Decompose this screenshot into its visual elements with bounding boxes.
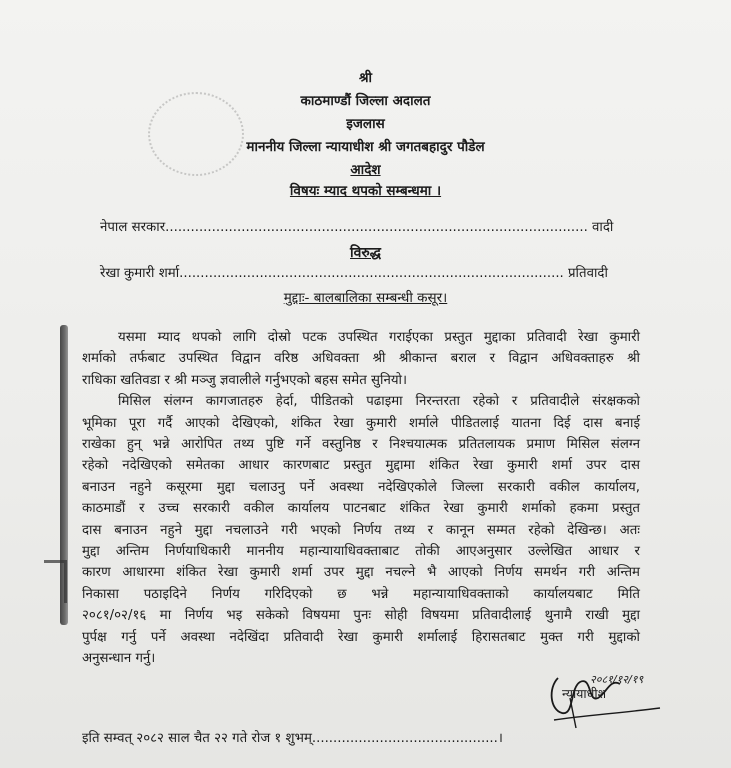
- subject-text: विषयः म्याद थपको सम्बन्धमा ।: [289, 183, 442, 199]
- signature-title: न्यायाधीश: [562, 686, 607, 701]
- para-2-line-3: राखेका हुन् भन्ने आरोपित तथ्य पुष्टि गर्ने वस्तुनिष्ठ र निश्चयात्मक प्रतितलायक प्रमाण मिसिल संलग्न: [82, 437, 640, 453]
- plaintiff-line: नेपाल सरकार.................................................................................................... वादी: [100, 220, 614, 235]
- para-1-line-3: राधिका खतिवडा र श्री मञ्जु ज्ञवालीले गर्नुभएको बहस समेत सुनियो।: [82, 372, 408, 388]
- case-line: [0, 290, 731, 306]
- para-2-line-6: काठमाडौं र उच्च सरकारी वकील कार्यालय पाटनबाट शंकित रेखा कुमारी शर्माको हकमा प्रस्तुत: [82, 501, 640, 517]
- judge-signature: [540, 658, 690, 738]
- para-2-line-4: रहेको नदेखिएको समेतका आधार कारणबाट प्रस्तुत मुद्दामा शंकित रेखा कुमारी शर्मा उपर दास: [82, 458, 640, 474]
- date-line: इति सम्वत् २०८२ साल चैत २२ गते रोज १ शुभम्............................................।: [82, 731, 503, 746]
- para-2-line-1: मिसिल संलग्न कागजातहरु हेर्दा, पीडितको पढाइमा निरन्तरता रहेको र प्रतिवादीले संरक्षकको: [118, 394, 640, 410]
- binder-edge: [44, 560, 67, 603]
- para-2-line-12: पुर्पक्ष गर्नु पर्ने अवस्था नदेखिंदा प्रतिवादी रेखा कुमारी शर्मालाई हिरासतबाट मुक्त गरी मुद्दाको: [82, 629, 640, 645]
- para-1-line-2: शर्माको तर्फबाट उपस्थित विद्वान वरिष्ठ अधिवक्ता श्री श्रीकान्त बराल र विद्वान अधिवक्ताहरु श्री: [82, 351, 640, 367]
- para-1-line-1: यसमा म्याद थपको लागि दोस्रो पटक उपस्थित गराईएका प्रस्तुत मुद्दाका प्रतिवादी रेखा कुमारी: [118, 330, 640, 345]
- bench-label: इजलास: [346, 116, 385, 132]
- judge-name: माननीय जिल्ला न्यायाधीश श्री जगतबहादुर पौडेल: [246, 139, 485, 155]
- court-name: काठमाण्डौं जिल्ला अदालत: [300, 93, 431, 109]
- para-2-line-9: कारण आधारमा शंकित रेखा कुमारी शर्मा उपर मुद्दा नचल्ने भै आएको निर्णय समर्थन गरी अन्तिम: [82, 565, 640, 581]
- para-2-line-7: दास बनाउन नहुने मुद्दा नचलाउने गरी भएको निर्णय तथ्य र कानून सम्मत रहेको देखिन्छ। अतः: [82, 522, 640, 538]
- order-body: [82, 327, 640, 670]
- para-2-line-11: २०८१/०२/१६ मा निर्णय भइ सकेको विषयमा पुनः सोही विषयमा प्रतिवादीलाई थुनामै राखी मुद्दा: [82, 608, 640, 624]
- para-2-line-2: भूमिका पूरा गर्दै आएको देखिएको, शंकित रेखा कुमारी शर्माले पीडितलाई यातना दिई दास बनाई: [82, 415, 640, 431]
- para-2-line-8: मुद्दा अन्तिम निर्णयाधिकारी माननीय महान्यायाधिवक्ताबाट तोकी आएअनुसार उल्लेखित आधार र: [82, 544, 640, 560]
- order-title: आदेश: [350, 162, 381, 178]
- para-2-line-10: निकासा पठाइदिने निर्णय गरिदिएको छ भन्ने महान्यायाधिवक्ताको कार्यालयबाट मिति: [82, 586, 640, 602]
- versus-label: विरुद्ध: [350, 245, 381, 261]
- subject-line: [0, 183, 731, 199]
- para-2-line-13: अनुसन्धान गर्नु।: [82, 651, 156, 667]
- signature-date: २०८१/१२/१९: [590, 673, 644, 686]
- para-2-line-5: बनाउन नहुने कसूरमा मुद्दा चलाउनु पर्ने अवस्था नदेखिएकोले जिल्ला सरकारी वकील कार्यालय,: [82, 479, 640, 495]
- header-shri: श्री: [358, 70, 373, 86]
- case-text: मुद्दाः- बालबालिका सम्बन्धी कसूर।: [283, 290, 448, 306]
- defendant-line: रेखा कुमारी शर्मा........................................................................................... प्रतिवादी: [100, 266, 608, 281]
